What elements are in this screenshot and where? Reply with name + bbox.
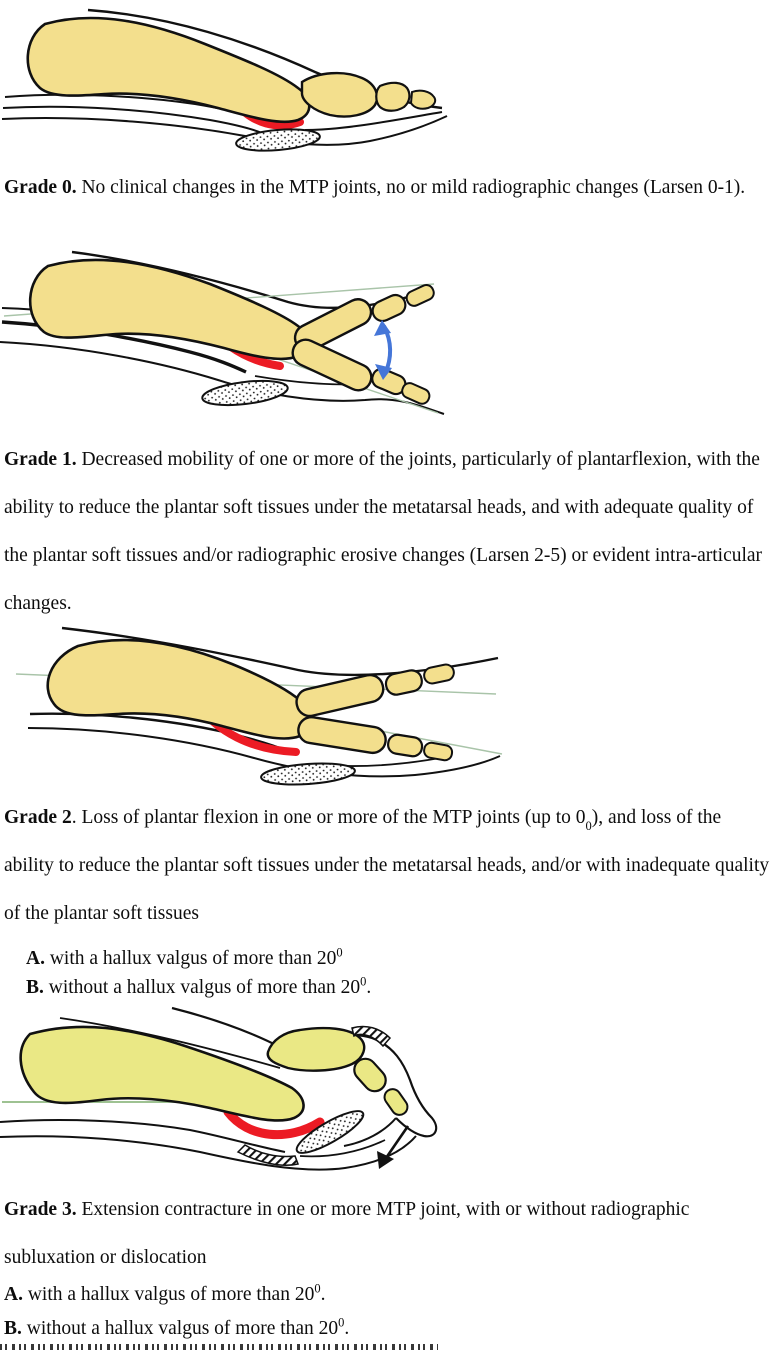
plantar-fat-pad xyxy=(235,126,320,153)
grade-3-caption xyxy=(4,1186,774,1282)
metatarsal-bone xyxy=(21,1027,304,1121)
grade-2-subscript: 0 xyxy=(585,818,592,833)
grade-3-text: Extension contracture in one or more MTP joint, with or without radiographic subluxation or dislocation xyxy=(4,1199,690,1268)
distal-phalanx-neutral xyxy=(423,742,453,762)
item-b-superscript: 0 xyxy=(360,974,367,989)
item-a-superscript: 0 xyxy=(314,1281,321,1296)
item-b-label: B. xyxy=(4,1318,22,1339)
proximal-phalanx-plantarflexed xyxy=(288,335,375,394)
item-b-text: without a hallux valgus of more than 20 xyxy=(26,1318,339,1339)
item-b-suffix: . xyxy=(344,1318,350,1339)
proximal-phalanx-dorsal xyxy=(294,672,386,718)
plantar-skin-outline xyxy=(2,116,447,145)
grade-0-caption xyxy=(4,164,774,212)
middle-phalanx-dorsiflexed xyxy=(369,292,408,324)
middle-phalanx-neutral xyxy=(387,733,424,757)
grade-0-text: No clinical changes in the MTP joints, no or mild radiographic changes (Larsen 0-1). xyxy=(81,177,746,198)
proximal-phalanx-dislocated xyxy=(268,1028,364,1071)
plantar-fat-pad xyxy=(201,377,289,409)
item-b-suffix: . xyxy=(366,977,372,998)
item-a-text: with a hallux valgus of more than 20 xyxy=(27,1284,315,1305)
item-a-suffix: . xyxy=(320,1284,326,1305)
dislocation-arrow-shaft xyxy=(386,1126,408,1158)
proximal-phalanx-bone xyxy=(302,73,377,116)
grade-2-item-b xyxy=(26,973,371,1002)
grade-2-label: Grade 2 xyxy=(4,807,72,828)
grade-3-item-a xyxy=(4,1280,325,1310)
grade-1-label: Grade 1. xyxy=(4,449,77,470)
middle-phalanx-bone xyxy=(376,83,409,111)
item-b-label: B. xyxy=(26,977,44,998)
item-a-superscript: 0 xyxy=(336,945,343,960)
item-b-text: without a hallux valgus of more than 20 xyxy=(48,977,361,998)
grade-3-label: Grade 3. xyxy=(4,1199,77,1220)
plantar-skin-outline xyxy=(0,1136,416,1170)
grade-2-subitems xyxy=(26,944,371,1002)
grade-1-text: Decreased mobility of one or more of the joints, particularly of plantarflexion, with the ability to reduce the plantar soft tissues under the metatarsal heads, and with adequate quality of the plantar soft tissues and/or radiographic erosive changes (Larsen 2-5) or evident intra-articular changes. xyxy=(4,449,763,614)
distal-phalanx-dorsal xyxy=(423,663,456,685)
grade-0-label: Grade 0. xyxy=(4,177,77,198)
item-b-superscript: 0 xyxy=(338,1315,345,1330)
grade-2-caption xyxy=(4,794,774,938)
plantar-fat-pad xyxy=(260,761,355,788)
grade-1-mtp-diagram xyxy=(0,248,460,434)
distal-phalanx-bone xyxy=(381,1086,410,1118)
item-a-label: A. xyxy=(4,1284,23,1305)
grade-3-item-b xyxy=(4,1314,349,1344)
grade-2-text-part2: ), and loss of the ability to reduce the plantar soft tissues under the metatarsal heads, and/or with inadequate quality of the plantar soft tissues xyxy=(4,807,770,924)
proximal-phalanx-neutral xyxy=(297,715,388,754)
grade-1-caption xyxy=(4,436,774,628)
grade-0-mtp-diagram xyxy=(0,2,460,170)
clipped-next-line xyxy=(0,1344,438,1350)
grade-3-mtp-diagram xyxy=(0,1006,460,1188)
grade-2-item-a xyxy=(26,944,371,973)
distal-phalanx-bone xyxy=(411,91,435,109)
metatarsal-bone xyxy=(30,260,309,359)
grade-2-text-part1: . Loss of plantar flexion in one or more of the MTP joints (up to 0 xyxy=(71,807,586,828)
item-a-label: A. xyxy=(26,948,45,969)
grade-2-mtp-diagram xyxy=(0,626,510,794)
item-a-text: with a hallux valgus of more than 20 xyxy=(49,948,337,969)
